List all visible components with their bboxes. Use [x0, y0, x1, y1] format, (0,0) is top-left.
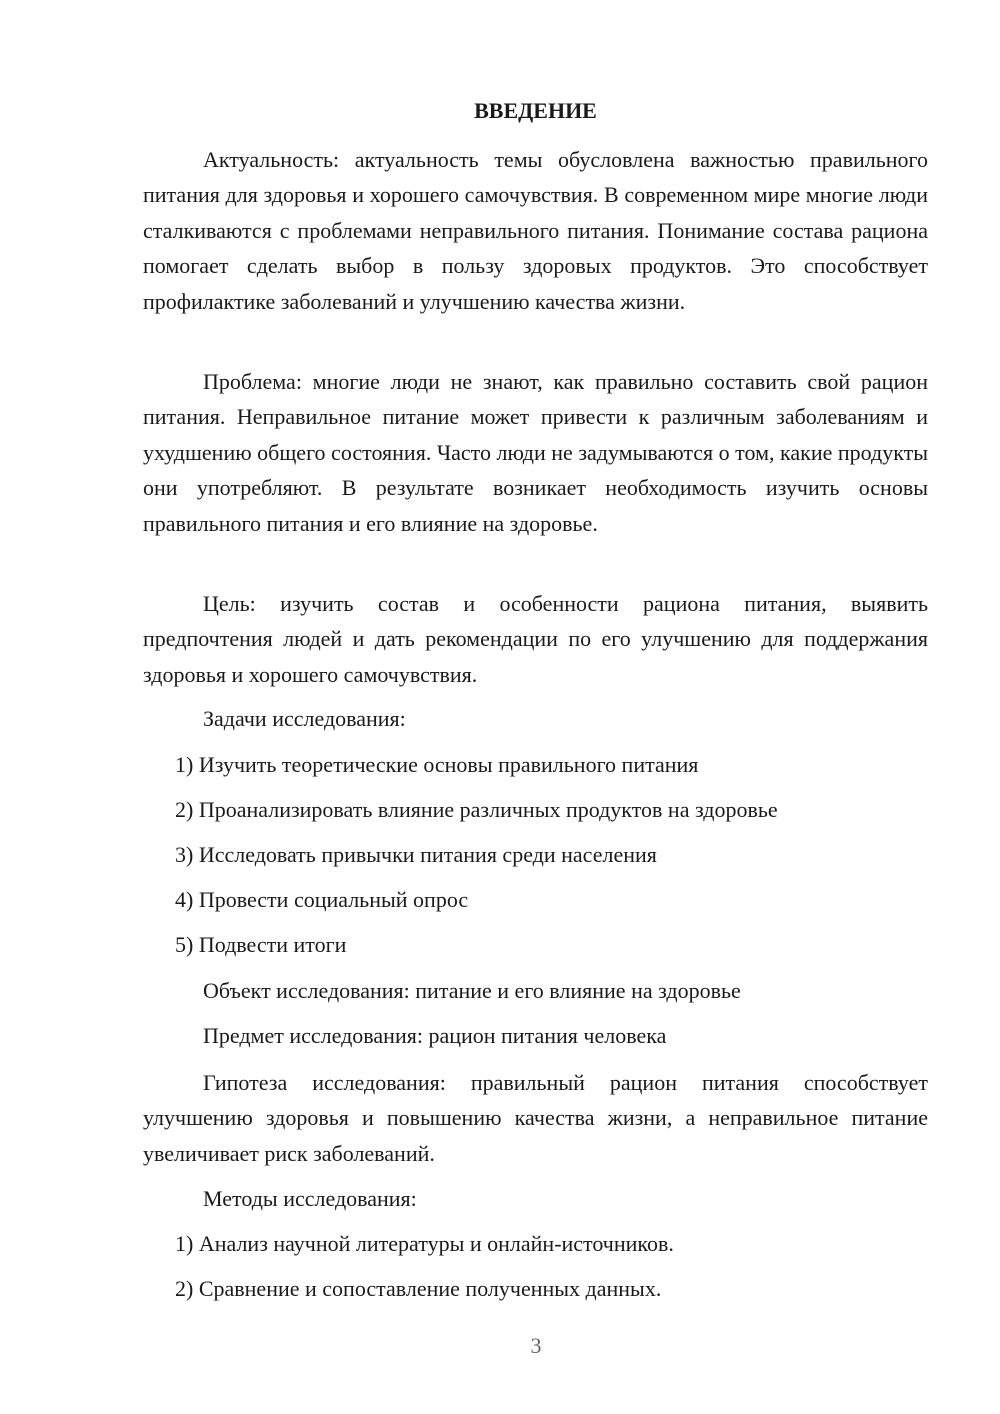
task-item: 3) Исследовать привычки питания среди населения [175, 842, 657, 867]
task-item: 5) Подвести итоги [175, 932, 347, 957]
relevance-paragraph: Актуальность: актуальность темы обусловлена важностью правильного питания для здоровья и хорошего самочувствия. В современном мире многие люди сталкиваются с проблемами неправильного питания. Понимание состава рациона помогает сделать выбор в пользу здоровых продуктов. Это способствует профилактике заболеваний и улучшению качества жизни. [143, 147, 928, 314]
goal-paragraph: Цель: изучить состав и особенности рациона питания, выявить предпочтения людей и дать рекомендации по его улучшению для поддержания здоровья и хорошего самочувствия. [143, 591, 928, 687]
methods-title: Методы исследования: [203, 1186, 417, 1211]
research-subject: Предмет исследования: рацион питания человека [203, 1023, 667, 1048]
page-number: 3 [530, 1333, 542, 1358]
method-item: 2) Сравнение и сопоставление полученных данных. [175, 1276, 662, 1301]
task-item: 1) Изучить теоретические основы правильного питания [175, 752, 699, 777]
research-object: Объект исследования: питание и его влияние на здоровье [203, 978, 741, 1003]
method-item: 1) Анализ научной литературы и онлайн-источников. [175, 1231, 674, 1256]
task-item: 2) Проанализировать влияние различных продуктов на здоровье [175, 797, 778, 822]
task-item: 4) Провести социальный опрос [175, 887, 469, 912]
tasks-title: Задачи исследования: [203, 706, 406, 731]
hypothesis-paragraph: Гипотеза исследования: правильный рацион питания способствует улучшению здоровья и повышению качества жизни, а неправильное питание увеличивает риск заболеваний. [143, 1070, 928, 1166]
problem-paragraph: Проблема: многие люди не знают, как правильно составить свой рацион питания. Неправильное питание может привести к различным заболеваниям и ухудшению общего состояния. Часто люди не задумываются о том, какие продукты они употребляют. В результате возникает необходимость изучить основы правильного питания и его влияние на здоровье. [143, 369, 928, 536]
section-heading: ВВЕДЕНИЕ [474, 98, 597, 123]
